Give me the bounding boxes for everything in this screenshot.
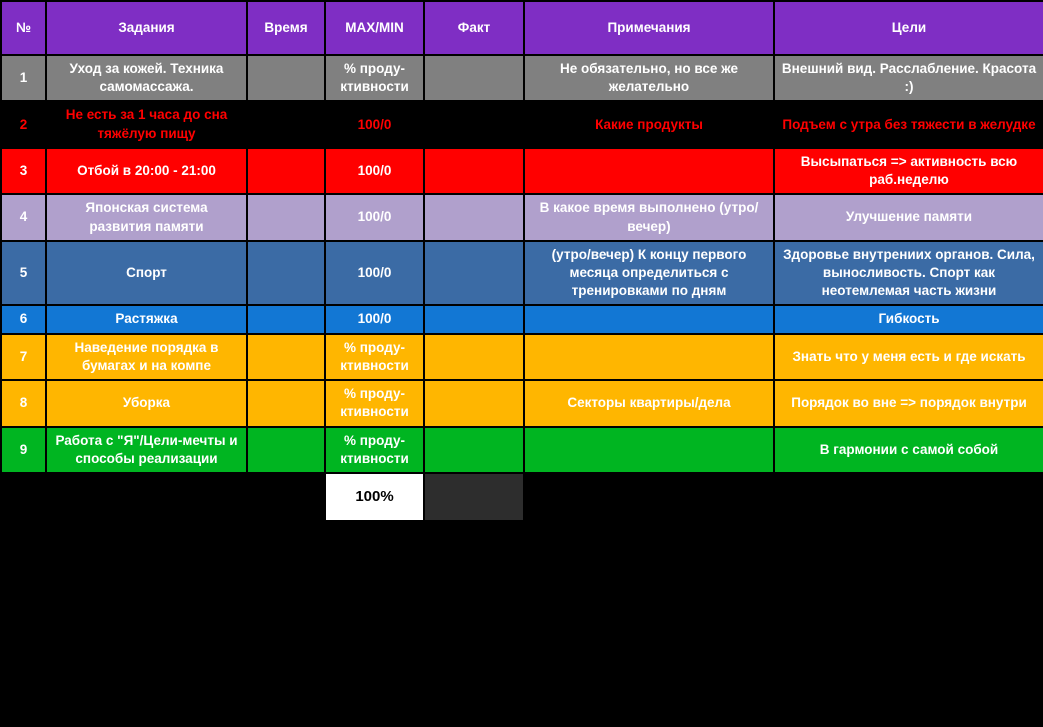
row-task: Растяжка	[46, 305, 247, 333]
header-fact: Факт	[424, 1, 524, 55]
row-goal: Порядок во вне => порядок внутри	[774, 380, 1043, 426]
row-goal: Гибкость	[774, 305, 1043, 333]
row-time[interactable]	[247, 305, 325, 333]
row-note: В какое время выполнено (утро/вечер)	[524, 194, 774, 240]
header-goals: Цели	[774, 1, 1043, 55]
row-fact[interactable]	[424, 194, 524, 240]
row-fact[interactable]	[424, 305, 524, 333]
row-time[interactable]	[247, 55, 325, 101]
row-maxmin: % проду-ктивности	[325, 334, 424, 380]
row-task: Не есть за 1 часа до сна тяжёлую пищу	[46, 101, 247, 147]
row-goal: Подъем с утра без тяжести в желудке	[774, 101, 1043, 147]
row-maxmin: 100/0	[325, 148, 424, 194]
row-maxmin: 100/0	[325, 241, 424, 306]
table-row	[1, 148, 1043, 194]
row-time[interactable]	[247, 380, 325, 426]
row-task: Японская система развития памяти	[46, 194, 247, 240]
table-row	[1, 380, 1043, 426]
row-fact[interactable]	[424, 148, 524, 194]
row-task: Наведение порядка в бумагах и на компе	[46, 334, 247, 380]
row-goal: Высыпаться => активность всю раб.неделю	[774, 148, 1043, 194]
row-note: Какие продукты	[524, 101, 774, 147]
table-row	[1, 241, 1043, 306]
row-task: Отбой в 20:00 - 21:00	[46, 148, 247, 194]
row-time[interactable]	[247, 241, 325, 306]
row-time[interactable]	[247, 334, 325, 380]
total-blank-time	[247, 473, 325, 521]
row-fact[interactable]	[424, 101, 524, 147]
row-goal: В гармонии с самой собой	[774, 427, 1043, 473]
row-maxmin: 100/0	[325, 194, 424, 240]
row-time[interactable]	[247, 101, 325, 147]
header-maxmin: MAX/MIN	[325, 1, 424, 55]
header-time: Время	[247, 1, 325, 55]
row-note: (утро/вечер) К концу первого месяца определиться с тренировками по дням	[524, 241, 774, 306]
table-row	[1, 194, 1043, 240]
row-maxmin: % проду-ктивности	[325, 427, 424, 473]
total-blank-number	[1, 473, 46, 521]
row-time[interactable]	[247, 148, 325, 194]
row-fact[interactable]	[424, 334, 524, 380]
row-time[interactable]	[247, 194, 325, 240]
row-note	[524, 334, 774, 380]
header-tasks: Задания	[46, 1, 247, 55]
row-fact[interactable]	[424, 380, 524, 426]
row-note	[524, 427, 774, 473]
row-note: Не обязательно, но все же желательно	[524, 55, 774, 101]
row-goal: Здоровье внутрениих органов. Сила, выносливость. Спорт как неотемлемая часть жизни	[774, 241, 1043, 306]
row-note	[524, 305, 774, 333]
table-row	[1, 55, 1043, 101]
table-row	[1, 305, 1043, 333]
total-maxmin: 100%	[325, 473, 424, 521]
header-number: №	[1, 1, 46, 55]
row-number: 9	[1, 427, 46, 473]
row-goal: Знать что у меня есть и где искать	[774, 334, 1043, 380]
header-row	[1, 1, 1043, 55]
row-number: 8	[1, 380, 46, 426]
row-task: Работа с "Я"/Цели-мечты и способы реализации	[46, 427, 247, 473]
row-maxmin: % проду-ктивности	[325, 380, 424, 426]
row-note	[524, 148, 774, 194]
row-task: Уход за кожей. Техника самомассажа.	[46, 55, 247, 101]
row-note: Секторы квартиры/дела	[524, 380, 774, 426]
row-time[interactable]	[247, 427, 325, 473]
row-fact[interactable]	[424, 55, 524, 101]
row-fact[interactable]	[424, 427, 524, 473]
table-row	[1, 101, 1043, 147]
row-number: 5	[1, 241, 46, 306]
row-number: 2	[1, 101, 46, 147]
total-row	[1, 473, 1043, 521]
row-maxmin: % проду-ктивности	[325, 55, 424, 101]
row-task: Уборка	[46, 380, 247, 426]
row-number: 3	[1, 148, 46, 194]
table-row	[1, 334, 1043, 380]
table-row	[1, 427, 1043, 473]
row-number: 6	[1, 305, 46, 333]
row-number: 1	[1, 55, 46, 101]
row-number: 7	[1, 334, 46, 380]
row-number: 4	[1, 194, 46, 240]
header-notes: Примечания	[524, 1, 774, 55]
row-goal: Внешний вид. Расслабление. Красота :)	[774, 55, 1043, 101]
total-blank-goal	[774, 473, 1043, 521]
total-blank-task	[46, 473, 247, 521]
table-body	[1, 55, 1043, 521]
row-goal: Улучшение памяти	[774, 194, 1043, 240]
total-blank-note	[524, 473, 774, 521]
table-header	[1, 1, 1043, 55]
row-task: Спорт	[46, 241, 247, 306]
row-maxmin: 100/0	[325, 305, 424, 333]
row-maxmin: 100/0	[325, 101, 424, 147]
row-fact[interactable]	[424, 241, 524, 306]
total-fact[interactable]	[424, 473, 524, 521]
